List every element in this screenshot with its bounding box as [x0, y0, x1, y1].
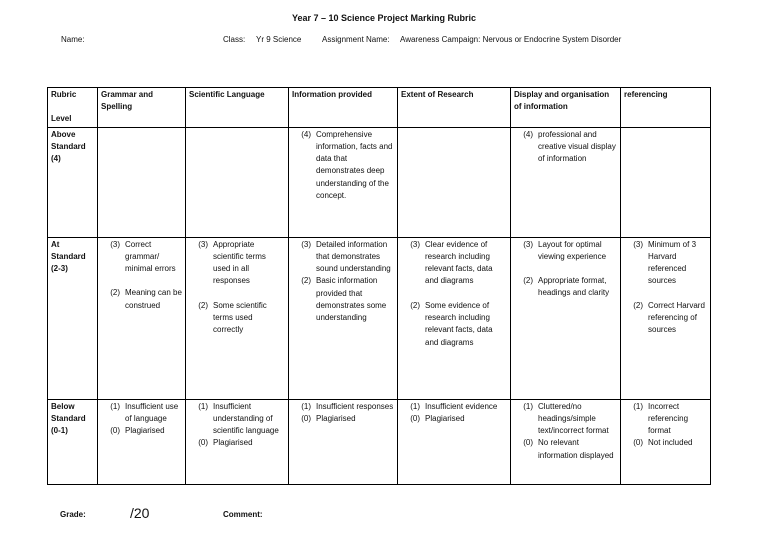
criterion-item: (1) Incorrect referencing format — [633, 401, 689, 436]
criterion-item: (1) Cluttered/no headings/simple text/incorrect format — [523, 401, 609, 436]
header-row — [48, 88, 711, 128]
criterion-item: (2) Basic information provided that demonstrates some understanding — [301, 276, 387, 323]
header-scientific-language: Scientific Language — [186, 88, 289, 128]
criterion-item: (3) Correct grammar/ minimal errors — [110, 239, 176, 274]
criterion-item: (3) Clear evidence of research including relevant facts, data and diagrams — [410, 239, 493, 286]
cell-at-referencing — [621, 237, 711, 399]
criterion-item: (0) Plagiarised — [198, 438, 253, 448]
level-above-standard: Above Standard (4) — [48, 127, 98, 237]
header-information: Information provided — [289, 88, 398, 128]
criterion-item: (2) Meaning can be construed — [110, 288, 182, 310]
criterion-item: (3) Detailed information that demonstrates sound understanding — [301, 239, 391, 274]
header-rubric: Rubric — [51, 90, 77, 99]
header-level: Level — [51, 114, 72, 124]
cell-above-referencing — [621, 127, 711, 237]
criterion-item: (0) Not included — [633, 438, 693, 448]
cell-at-grammar — [98, 237, 186, 399]
header-display: Display and organisation of information — [511, 88, 621, 128]
criterion-item: (2) Some evidence of research including relevant facts, data and diagrams — [410, 300, 493, 347]
cell-below-display — [511, 399, 621, 484]
assignment-label: Assignment Name: — [322, 35, 390, 44]
assignment-value: Awareness Campaign: Nervous or Endocrine System Disorder — [400, 35, 622, 44]
header-rubric-level — [48, 88, 98, 128]
row-at-standard — [48, 237, 711, 399]
row-below-standard — [48, 399, 711, 484]
class-value: Yr 9 Science — [256, 35, 302, 44]
comment-label: Comment: — [223, 510, 263, 519]
criterion-item: (2) Correct Harvard referencing of sources — [633, 300, 705, 335]
criterion-item: (3) Layout for optimal viewing experience — [523, 239, 607, 261]
criterion-item: (0) Plagiarised — [301, 413, 356, 423]
class-label: Class: — [223, 35, 246, 44]
level-below-standard: Below Standard (0-1) — [48, 399, 98, 484]
criterion-item: (1) Insufficient use of language — [110, 401, 179, 423]
row-above-standard — [48, 127, 711, 237]
cell-below-information — [289, 399, 398, 484]
cell-below-grammar — [98, 399, 186, 484]
grade-label: Grade: — [60, 510, 86, 519]
criterion-item: (3) Appropriate scientific terms used in all responses — [198, 239, 266, 286]
criterion-item: (4) Comprehensive information, facts and data that demonstrates deep understanding of the concept. — [301, 129, 393, 201]
document-title: Year 7 – 10 Science Project Marking Rubric — [291, 13, 477, 23]
header-referencing: referencing — [621, 88, 711, 128]
cell-at-research — [398, 237, 511, 399]
rubric-table — [47, 87, 711, 485]
criterion-item: (1) Insufficient understanding of scientific language — [198, 401, 279, 436]
cell-below-scientific-language — [186, 399, 289, 484]
criterion-item: (1) Insufficient responses — [301, 401, 394, 411]
cell-below-referencing — [621, 399, 711, 484]
criterion-item: (3) Minimum of 3 Harvard referenced sources — [633, 239, 697, 286]
name-label: Name: — [61, 35, 85, 44]
header-grammar: Grammar and Spelling — [98, 88, 186, 128]
cell-above-information — [289, 127, 398, 237]
cell-above-research — [398, 127, 511, 237]
grade-score: /20 — [130, 505, 150, 521]
cell-at-display — [511, 237, 621, 399]
cell-above-scientific-language — [186, 127, 289, 237]
cell-above-grammar — [98, 127, 186, 237]
criterion-item: (0) Plagiarised — [410, 413, 465, 423]
cell-at-information — [289, 237, 398, 399]
cell-at-scientific-language — [186, 237, 289, 399]
criterion-item: (2) Appropriate format, headings and clarity — [523, 276, 610, 298]
level-at-standard: At Standard (2-3) — [48, 237, 98, 399]
criterion-item: (0) No relevant information displayed — [523, 438, 614, 460]
criterion-item: (1) Insufficient evidence — [410, 401, 498, 411]
header-research: Extent of Research — [398, 88, 511, 128]
criterion-item: (2) Some scientific terms used correctly — [198, 300, 267, 335]
cell-above-display — [511, 127, 621, 237]
criterion-item: (0) Plagiarised — [110, 426, 165, 436]
criterion-item: (4) professional and creative visual display of information — [523, 129, 616, 164]
cell-below-research — [398, 399, 511, 484]
